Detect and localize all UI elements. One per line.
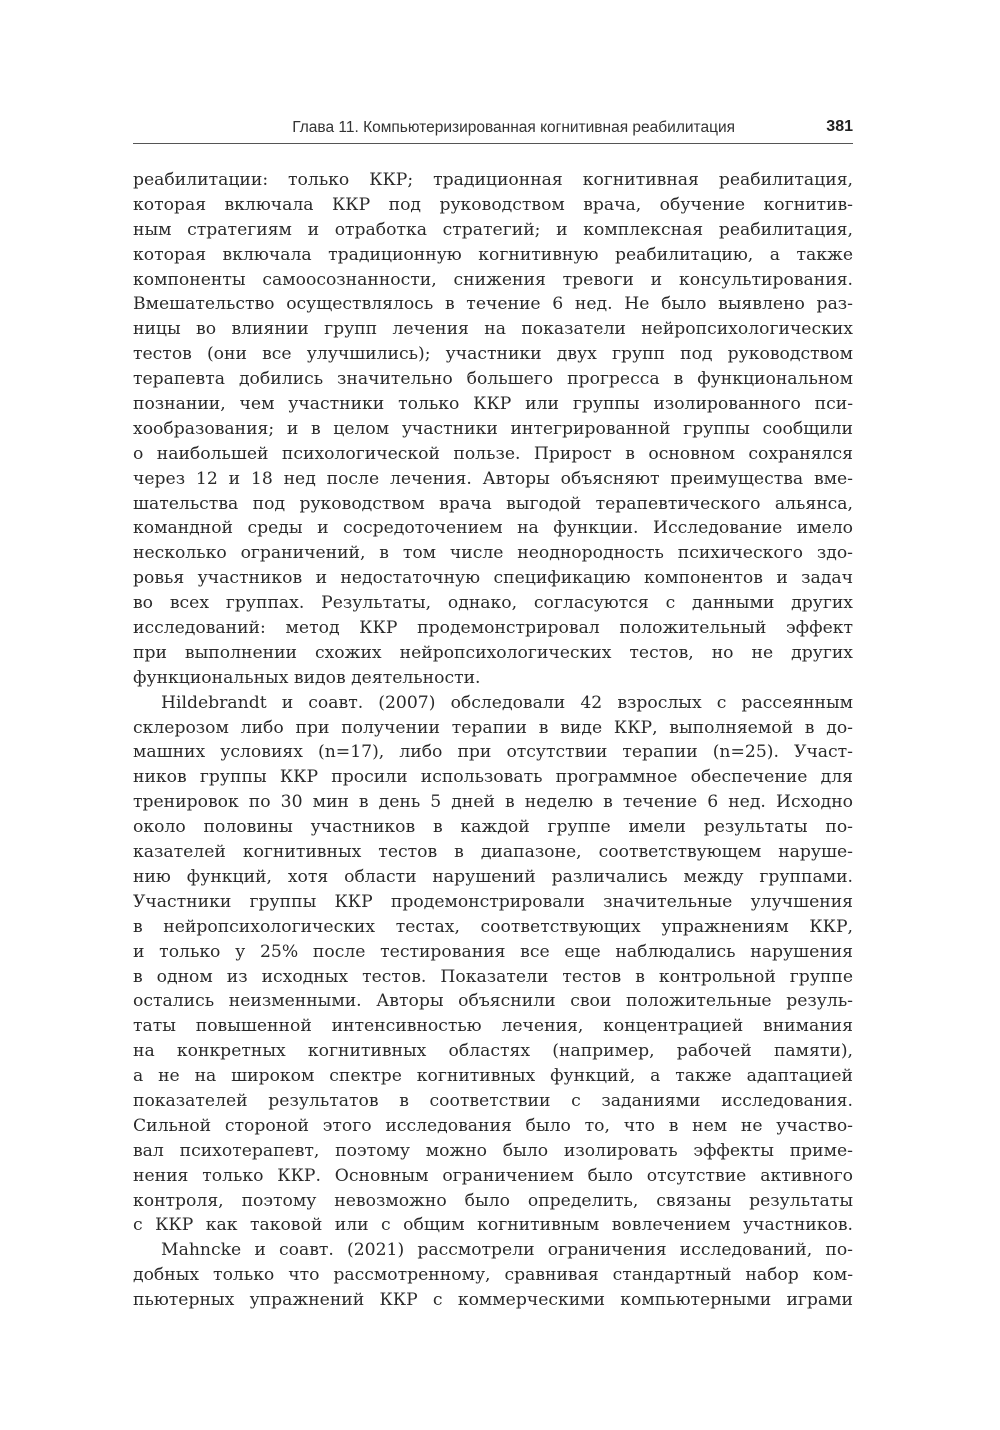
text-line: таты повышенной интенсивностью лечения, концентрацией внимания — [133, 1016, 853, 1037]
text-line: добных только что рассмотренному, сравнивая стандартный набор ком- — [133, 1265, 853, 1286]
text-line: реабилитации: только ККР; традиционная когнитивная реабилитация, — [133, 170, 853, 190]
paragraph-start-line: Hildebrandt и соавт. (2007) обследовали 42 взрослых с рассеянным — [161, 692, 853, 713]
text-line: пьютерных упражнений ККР с коммерческими компьютерными играми — [133, 1290, 853, 1311]
text-line: командной среды и сосредоточением на функции. Исследование имело — [133, 518, 853, 539]
text-line: шательства под руководством врача выгодой терапевтического альянса, — [133, 493, 853, 514]
text-line: остались неизменными. Авторы объяснили свои положительные резуль- — [133, 991, 853, 1012]
text-line: а не на широком спектре когнитивных функций, а также адаптацией — [133, 1066, 853, 1087]
text-line: в одном из исходных тестов. Показатели тестов в контрольной группе — [133, 966, 853, 987]
text-line: во всех группах. Результаты, однако, согласуются с данными других — [133, 593, 853, 614]
text-line: Вмешательство осуществлялось в течение 6 нед. Не было выявлено раз- — [133, 294, 853, 315]
text-line: ников группы ККР просили использовать программное обеспечение для — [133, 767, 853, 788]
text-line: и только у 25% после тестирования все еще наблюдались нарушения — [133, 941, 853, 962]
chapter-title: Глава 11. Компьютеризированная когнитивная реабилитация — [292, 119, 735, 136]
text-line: Участники группы ККР продемонстрировали значительные улучшения — [133, 891, 853, 912]
text-line: около половины участников в каждой группе имели результаты по- — [133, 817, 853, 838]
page-number: 381 — [826, 118, 853, 135]
text-line: которая включала ККР под руководством врача, обучение когнитив- — [133, 194, 853, 215]
text-line: нения только ККР. Основным ограничением было отсутствие активного — [133, 1165, 853, 1186]
text-line: несколько ограничений, в том числе неоднородность психического здо- — [133, 543, 853, 564]
text-line: терапевта добились значительно большего прогресса в функциональном — [133, 369, 853, 390]
text-line: Сильной стороной этого исследования было то, что в нем не участво- — [133, 1115, 853, 1136]
text-line: тренировок по 30 мин в день 5 дней в неделю в течение 6 нед. Исходно — [133, 792, 853, 813]
text-line: о наибольшей психологической пользе. Прирост в основном сохранялся — [133, 443, 853, 464]
text-line: нию функций, хотя области нарушений различались между группами. — [133, 866, 853, 887]
body-text — [133, 168, 853, 1313]
text-line: исследований: метод ККР продемонстрировал положительный эффект — [133, 618, 853, 639]
text-line: машних условиях (n=17), либо при отсутствии терапии (n=25). Участ- — [133, 742, 853, 763]
text-line: на конкретных когнитивных областях (например, рабочей памяти), — [133, 1041, 853, 1062]
text-line: в нейропсихологических тестах, соответствующих упражнениям ККР, — [133, 916, 853, 937]
paragraph-start-line: Mahncke и соавт. (2021) рассмотрели ограничения исследований, по- — [161, 1240, 853, 1261]
text-line: показателей результатов в соответствии с заданиями исследования. — [133, 1090, 853, 1111]
text-line: ным стратегиям и отработка стратегий; и комплексная реабилитация, — [133, 219, 853, 240]
text-line: при выполнении схожих нейропсихологических тестов, но не других — [133, 642, 853, 663]
running-header — [133, 113, 853, 144]
text-line: вал психотерапевт, поэтому можно было изолировать эффекты приме- — [133, 1140, 853, 1161]
text-line: познании, чем участники только ККР или группы изолированного пси- — [133, 394, 853, 415]
text-line: тестов (они все улучшились); участники двух групп под руководством — [133, 344, 853, 365]
text-line: склерозом либо при получении терапии в виде ККР, выполняемой в до- — [133, 717, 853, 738]
text-line: через 12 и 18 нед после лечения. Авторы объясняют преимущества вме- — [133, 468, 853, 489]
text-line: ровья участников и недостаточную спецификацию компонентов и задач — [133, 568, 853, 589]
text-line: ницы во влиянии групп лечения на показатели нейропсихологических — [133, 319, 853, 340]
text-line: с ККР как таковой или с общим когнитивным вовлечением участников. — [133, 1215, 853, 1236]
text-line: контроля, поэтому невозможно было определить, связаны результаты — [133, 1190, 853, 1211]
text-line: хообразования; и в целом участники интегрированной группы сообщили — [133, 418, 853, 439]
text-line: казателей когнитивных тестов в диапазоне, соответствующем наруше- — [133, 842, 853, 863]
text-line: функциональных видов деятельности. — [133, 667, 481, 688]
text-line: которая включала традиционную когнитивную реабилитацию, а также — [133, 244, 853, 265]
text-line: компоненты самоосознанности, снижения тревоги и консультирования. — [133, 269, 853, 290]
